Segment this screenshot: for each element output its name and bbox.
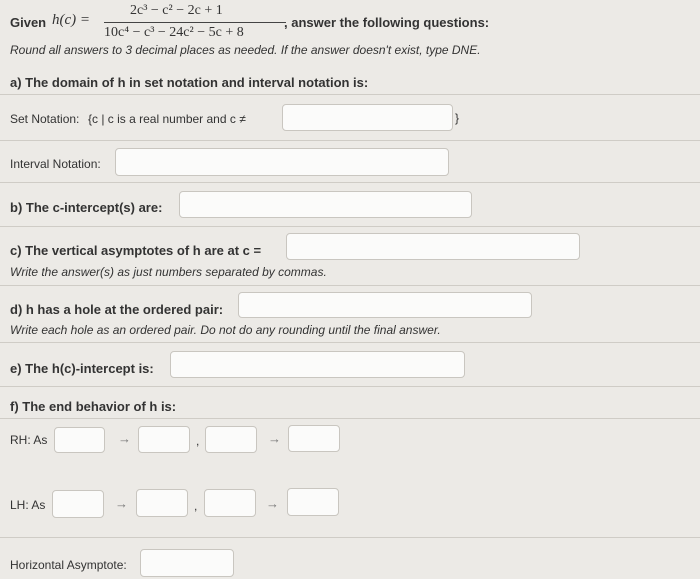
question-instruction: , answer the following questions:: [284, 15, 490, 30]
fraction-denominator: 10c⁴ − c³ − 24c² − 5c + 8: [104, 25, 244, 40]
part-c-note: Write the answer(s) as just numbers separated by commas.: [10, 265, 327, 279]
lh-variable-input[interactable]: [52, 490, 104, 518]
part-d-label: d) h has a hole at the ordered pair:: [10, 302, 224, 317]
comma-separator: ,: [196, 434, 200, 448]
rh-target-input[interactable]: [138, 426, 190, 453]
divider: [0, 94, 700, 95]
part-d-note: Write each hole as an ordered pair. Do not do any rounding until the final answer.: [10, 323, 441, 337]
part-e-label: e) The h(c)-intercept is:: [10, 361, 154, 376]
part-f-label: f) The end behavior of h is:: [10, 399, 177, 414]
comma-separator: ,: [194, 499, 198, 513]
part-c-label: c) The vertical asymptotes of h are at c =: [10, 243, 262, 258]
set-notation-close: }: [455, 111, 460, 125]
vertical-asymptotes-input[interactable]: [286, 233, 580, 260]
divider: [0, 226, 700, 227]
lh-function-input[interactable]: [204, 489, 256, 517]
function-name: h(c) =: [52, 12, 91, 28]
c-intercepts-input[interactable]: [179, 191, 472, 218]
arrow-icon: →: [268, 431, 281, 446]
arrow-icon: →: [266, 496, 279, 511]
divider: [0, 418, 700, 419]
given-label: Given: [10, 15, 47, 30]
rh-label: RH: As: [10, 433, 48, 447]
interval-notation-input[interactable]: [115, 148, 449, 176]
lh-label: LH: As: [10, 498, 46, 512]
rh-limit-input[interactable]: [288, 425, 340, 452]
arrow-icon: →: [118, 431, 131, 446]
rh-variable-input[interactable]: [54, 427, 105, 453]
horizontal-asymptote-input[interactable]: [140, 549, 234, 577]
divider: [0, 182, 700, 183]
fraction-numerator: 2c³ − c² − 2c + 1: [130, 3, 223, 18]
part-b-label: b) The c-intercept(s) are:: [10, 200, 163, 215]
hole-input[interactable]: [238, 292, 532, 318]
divider: [0, 342, 700, 343]
arrow-icon: →: [115, 496, 128, 511]
lh-target-input[interactable]: [136, 489, 188, 517]
interval-notation-label: Interval Notation:: [10, 157, 101, 171]
lh-limit-input[interactable]: [287, 488, 339, 516]
divider: [0, 285, 700, 286]
rh-function-input[interactable]: [205, 426, 257, 453]
h-intercept-input[interactable]: [170, 351, 465, 378]
divider: [0, 140, 700, 141]
horizontal-asymptote-label: Horizontal Asymptote:: [10, 558, 127, 572]
fraction-bar: [104, 22, 286, 23]
divider: [0, 386, 700, 387]
set-notation-label: Set Notation:: [10, 112, 80, 126]
rounding-instruction: Round all answers to 3 decimal places as needed. If the answer doesn't exist, type DNE.: [10, 43, 481, 57]
set-notation-input[interactable]: [282, 104, 453, 131]
part-a-label: a) The domain of h in set notation and interval notation is:: [10, 75, 369, 90]
divider: [0, 537, 700, 538]
set-notation-open: {c | c is a real number and c ≠: [88, 112, 246, 126]
